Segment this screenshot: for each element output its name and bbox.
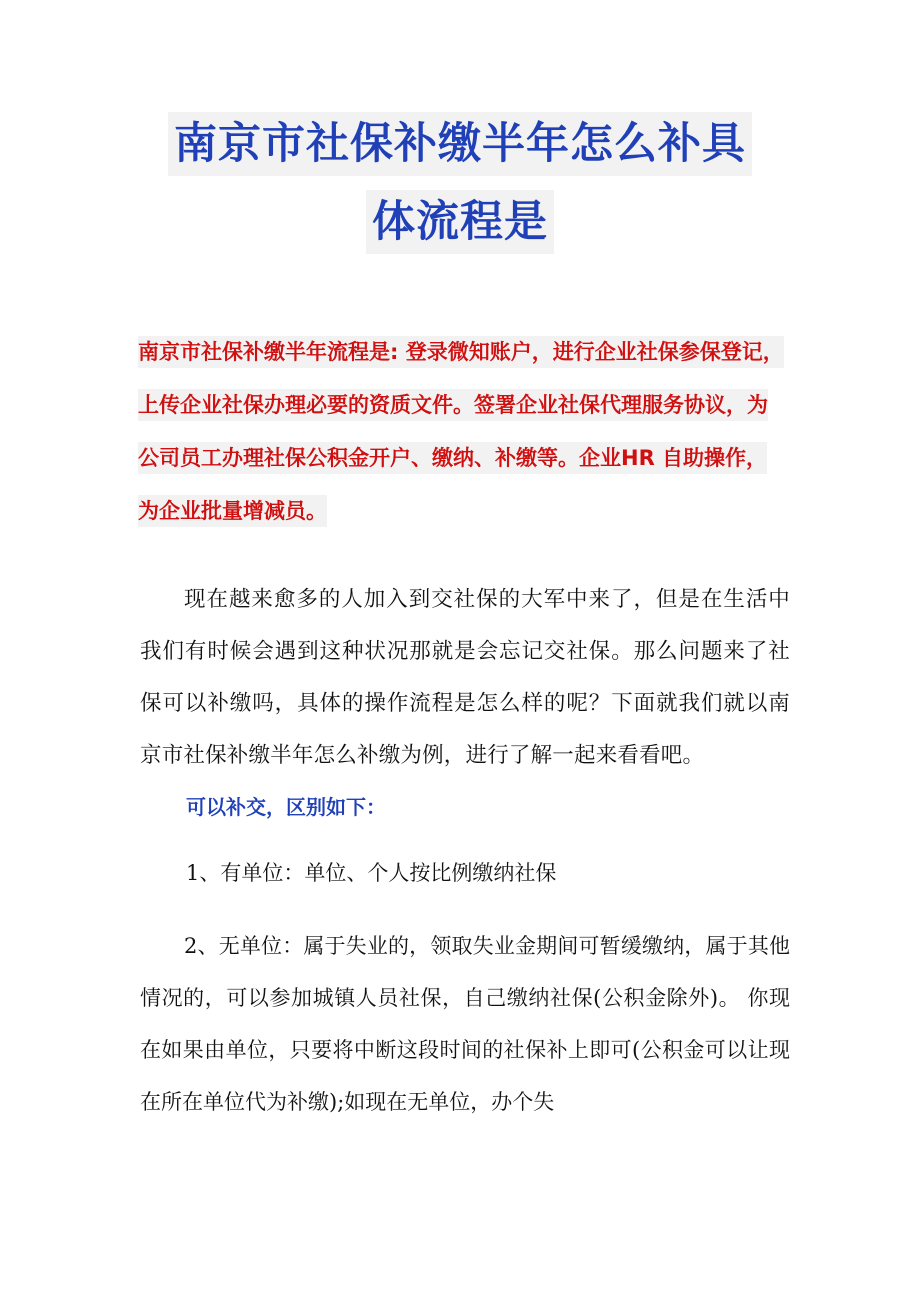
intro-paragraph: 现在越来愈多的人加入到交社保的大军中来了，但是在生活中我们有时候会遇到这种状况那就是会忘记交社保。那么问题来了社保可以补缴吗，具体的操作流程是怎么样的呢？下面就我们就以南京市社保补缴半年怎么补缴为例，进行了解一起来看看吧。 (140, 587, 790, 768)
list-item: 1、有单位：单位、个人按比例缴纳社保 (186, 861, 557, 885)
page-title (140, 112, 780, 254)
list-item: 2、无单位：属于失业的，领取失业金期间可暂缓缴纳，属于其他情况的，可以参加城镇人员社保，自己缴纳社保(公积金除外)。 你现在如果由单位，只要将中断这段时间的社保补上即可(公积金可以让现在所在单位代为补缴);如现在无单位，办个失 (140, 934, 790, 1114)
summary-paragraph (138, 326, 788, 538)
title-line-1: 南京市社保补缴半年怎么补具 (168, 112, 752, 176)
summary-text: 南京市社保补缴半年流程是: 登录微知账户，进行企业社保参保登记，上传企业社保办理必要的资质文件。签署企业社保代理服务协议，为公司员工办理社保公积金开户、缴纳、补缴等。企业HR 自助操作，为企业批量增减员。 (138, 336, 784, 527)
title-line-2: 体流程是 (366, 190, 554, 254)
section-subheading: 可以补交，区别如下： (186, 795, 386, 819)
